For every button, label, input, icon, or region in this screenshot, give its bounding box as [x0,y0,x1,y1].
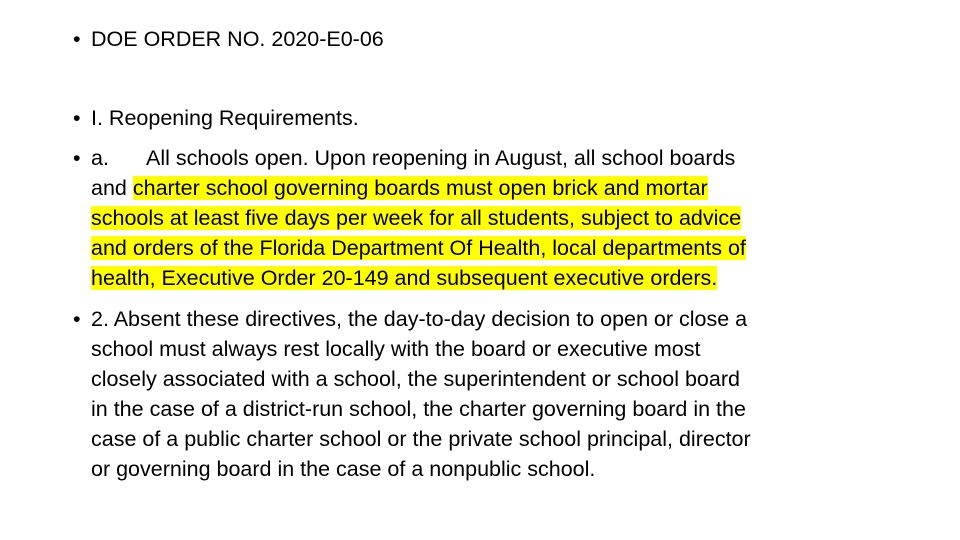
bullet-title: • [73,27,81,51]
item-2-line-5: case of a public charter school or the private school principal, director [91,427,751,451]
item-a-line-5 [91,263,717,293]
section-heading: I. Reopening Requirements. [91,106,359,130]
item-a-label: a. [91,146,109,170]
doc-title: DOE ORDER NO. 2020-E0-06 [91,27,384,51]
item-a-line-4 [91,233,746,263]
item-a-line-5-highlight: health, Executive Order 20-149 and subsequent executive orders. [91,266,718,290]
item-a-line-2-highlight: charter school governing boards must open brick and mortar [132,176,708,200]
bullet-section: • [73,106,81,130]
item-2-line-3: closely associated with a school, the superintendent or school board [91,367,740,391]
item-a-line-2 [91,173,708,203]
item-2-line-6: or governing board in the case of a nonpublic school. [91,457,596,481]
item-a-line-2-plain: and [91,176,133,200]
item-2-line-4: in the case of a district-run school, the charter governing board in the [91,397,746,421]
item-2-line-2: school must always rest locally with the board or executive most [91,337,701,361]
item-a-line-3 [91,203,741,233]
bullet-item-a: • [73,146,81,170]
item-a-line-1: All schools open. Upon reopening in August, all school boards [146,146,736,170]
item-a-line-4-highlight: and orders of the Florida Department Of Health, local departments of [91,236,746,260]
bullet-item-2: • [73,307,81,331]
item-2-line-1: 2. Absent these directives, the day-to-day decision to open or close a [91,307,748,331]
item-a-line-3-highlight: schools at least five days per week for all students, subject to advice [91,206,742,230]
